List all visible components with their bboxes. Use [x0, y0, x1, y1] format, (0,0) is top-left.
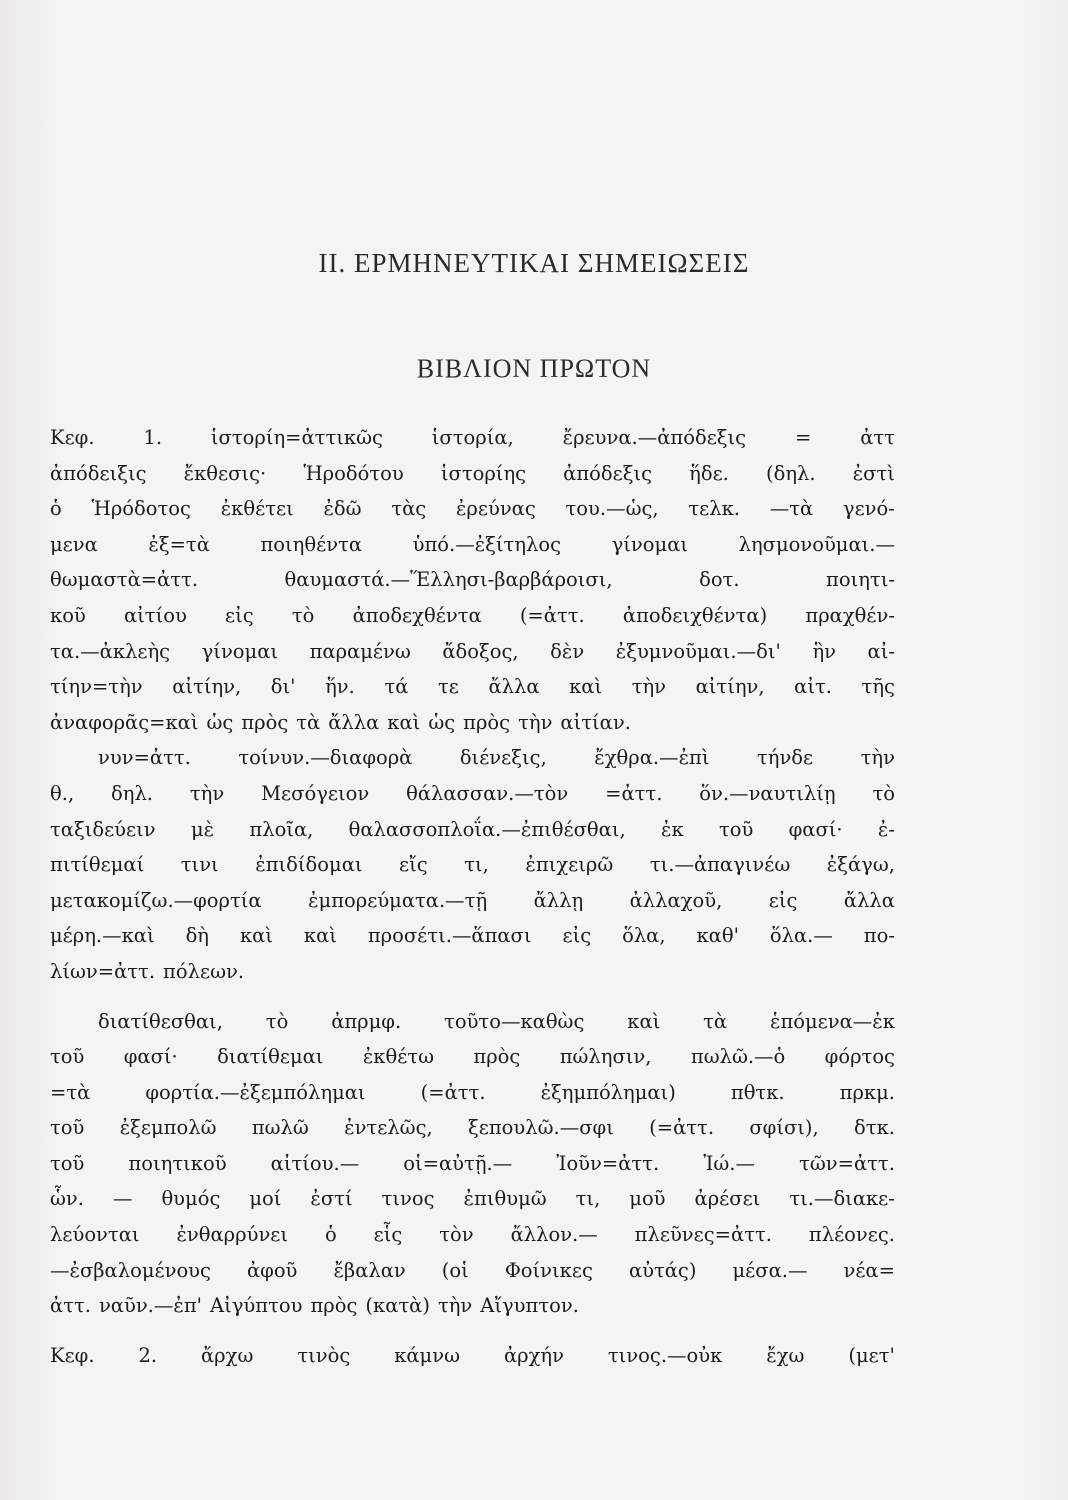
word: ὁ [50, 497, 62, 521]
word: τοῦ [718, 817, 754, 841]
word: εἷς [373, 1223, 403, 1247]
word: ἱστορίης [440, 461, 527, 485]
text-line [50, 1217, 895, 1253]
word: τι.—διακε- [789, 1187, 895, 1211]
text-line [50, 527, 895, 563]
word: καὶ [569, 675, 603, 699]
word: θαυμαστά.—Ἕλλησι-βαρβάροισι, [284, 568, 613, 592]
word: ἄλλῃ [533, 888, 584, 912]
word: πρὸς [241, 710, 289, 734]
word: νυν=ἀττ. [98, 746, 191, 770]
word: ὅν.—ναυτιλίῃ [699, 781, 836, 805]
word: τίην=τὴν [50, 675, 143, 699]
word: ναῦν.—ἐπ' [98, 1294, 203, 1318]
word: ἐξ=τὰ [148, 532, 210, 556]
word: ἐνθαρρύνει [176, 1223, 289, 1247]
text-line [50, 705, 895, 741]
word: θωμαστὰ=ἀττ. [50, 568, 199, 592]
word: τά [384, 675, 409, 699]
word: ἔχω [766, 1343, 805, 1367]
word: ἐξεμπολῶ [119, 1116, 217, 1140]
word: φασί· [788, 817, 843, 841]
word: διένεξις, [459, 746, 547, 770]
word: ὡς [206, 710, 234, 734]
word: τὸ [872, 781, 895, 805]
text-line [50, 847, 895, 883]
word: εἰς [768, 888, 798, 912]
word: τινος [381, 1187, 435, 1211]
word: φασί· [123, 1045, 178, 1069]
word: ἐντελῶς, [344, 1116, 433, 1140]
word: τὰς [391, 497, 427, 521]
word: ποιητι- [826, 568, 895, 592]
text-line [50, 634, 895, 670]
word: δὲν [550, 639, 585, 663]
word: (δηλ. [766, 461, 816, 485]
word: τι, [464, 853, 489, 877]
word: καὶ [239, 924, 273, 948]
word: μοί [249, 1187, 282, 1211]
paragraph-gap [50, 990, 895, 1004]
word: λεύονται [50, 1223, 140, 1247]
text-line [50, 918, 895, 954]
word: 2. [138, 1343, 158, 1367]
word: μέσα.— [732, 1258, 808, 1282]
word: ἄλλα [488, 675, 540, 699]
word: ποιητικοῦ [128, 1151, 227, 1175]
text-line [50, 1338, 895, 1374]
section-title: ΙΙ. ΕΡΜΗΝΕΥΤΙΚΑΙ ΣΗΜΕΙΩΣΕΙΣ [318, 248, 750, 278]
word: (=ἀττ. [649, 1116, 715, 1140]
word: δοτ. [699, 568, 740, 592]
word: ἀναφορᾶς=καὶ [50, 710, 199, 734]
word: τὰ [703, 1009, 728, 1033]
word: πρκμ. [839, 1080, 895, 1104]
word: γενό- [842, 497, 895, 521]
word: πθτκ. [730, 1080, 785, 1104]
word: ἀρέσει [694, 1187, 761, 1211]
text-line [50, 491, 895, 527]
text-line [50, 1004, 895, 1040]
text-line [50, 669, 895, 705]
word: πρὸς [463, 710, 511, 734]
word: γίνομαι [611, 532, 689, 556]
word: ἀττ. [50, 1294, 91, 1318]
word: ἀφοῦ [247, 1258, 298, 1282]
word: = [794, 426, 812, 449]
word: ἣν [812, 639, 836, 663]
word: Ἡρόδοτος [91, 497, 191, 521]
text-line [50, 1181, 895, 1217]
word: πλοῖα, [249, 817, 314, 841]
text-line [50, 1253, 895, 1289]
word: ἱστορία, [431, 426, 514, 449]
word: =τὰ [50, 1080, 91, 1104]
word: τε [437, 675, 459, 699]
word: δι' [270, 675, 296, 699]
word: αὐτάς) [628, 1258, 697, 1282]
word: ἐξυμνοῦμαι.—δι' [615, 639, 781, 663]
word: ἱστορίη=ἀττικῶς [210, 426, 383, 449]
word: Φοίνικες [504, 1258, 593, 1282]
word: του.—ὡς, [565, 497, 659, 521]
word: ὁ [324, 1223, 337, 1247]
word: οἱ=αὐτῇ.— [403, 1151, 513, 1175]
word: ἐμπορεύματα.—τῇ [308, 888, 488, 912]
word: τὸ [291, 603, 315, 627]
word: τα.—ἀκλεὴς [50, 639, 171, 663]
word: θαλασσοπλοΐα.—ἐπιθέσθαι, [348, 817, 626, 841]
word: τοῦ [50, 1045, 85, 1069]
paragraph-gap [50, 1324, 895, 1338]
word: ἀπρμφ. [331, 1009, 402, 1033]
word: ἐπιδίδομαι [255, 853, 363, 877]
word: πλεῦνες=ἀττ. [634, 1223, 772, 1247]
word: μέρη.—καὶ [50, 924, 155, 948]
word: ἐκθέτω [362, 1045, 435, 1069]
word: τελκ. [688, 497, 740, 521]
word: Μεσόγειον [261, 781, 370, 805]
word: Κεφ. [50, 426, 95, 449]
word: ἔρευνα.—ἀπόδεξις [562, 426, 747, 449]
word: εἰς [562, 924, 592, 948]
text-line [50, 598, 895, 634]
word: δηλ. [111, 781, 153, 805]
word: Ἰοῦν=ἀττ. [556, 1151, 660, 1175]
word: τινι [180, 853, 219, 877]
word: Αἰγύπτου [210, 1294, 303, 1318]
text-line [50, 1146, 895, 1182]
word: δτκ. [854, 1116, 895, 1140]
word: ἐκθέτει [220, 497, 294, 521]
word: ποιηθέντα [260, 532, 363, 556]
text-line [50, 1110, 895, 1146]
word: τὸν [439, 1223, 474, 1247]
word: λίων=ἀττ. [50, 959, 156, 983]
text-line [50, 1039, 895, 1075]
word: (οἱ [441, 1258, 469, 1282]
word: πο- [863, 924, 895, 948]
word: 1. [143, 426, 163, 449]
word: θάλασσαν.—τὸν [406, 781, 569, 805]
word: μοῦ [629, 1187, 666, 1211]
word: τι, [575, 1187, 601, 1211]
word: πιτίθεμαί [50, 853, 145, 877]
word: πραχθέν- [805, 603, 895, 627]
word: αἰτίου [123, 603, 187, 627]
word: ἔχθρα.—ἐπὶ [594, 746, 710, 770]
word: καθ' [696, 924, 739, 948]
word: αἰτίου.— [270, 1151, 360, 1175]
word: αἰτίαν. [560, 710, 631, 734]
word: Ἰώ.— [703, 1151, 756, 1175]
word: δὴ [185, 924, 209, 948]
text-line [50, 812, 895, 848]
word: διατίθεσθαι, [98, 1009, 223, 1033]
word: προσέτι.—ἅπασι [367, 924, 532, 948]
word: ἔκθεσις· [183, 461, 267, 485]
word: (=ἀττ. [519, 603, 585, 627]
word: (κατὰ) [365, 1294, 430, 1318]
word: κάμνω [394, 1343, 460, 1367]
word: ἀποδεχθέντα [352, 603, 482, 627]
word: καὶ [627, 1009, 661, 1033]
word: μὲ [190, 817, 215, 841]
word: —τὰ [769, 497, 814, 521]
word: πρὸς [310, 1294, 358, 1318]
word: Αἴγυπτον. [480, 1294, 579, 1318]
word: μετακομίζω.—φορτία [50, 888, 262, 912]
word: φόρτος [824, 1045, 895, 1069]
word: αἰτίην, [172, 675, 242, 699]
word: αἰτ. [794, 675, 832, 699]
word: ἄρχω [201, 1343, 254, 1367]
text-line [50, 883, 895, 919]
word: τὰ [296, 710, 321, 734]
word: Ἡροδότου [303, 461, 404, 485]
word: πόλεων. [163, 959, 245, 983]
word: τὴν [189, 781, 225, 805]
word: ἀποδειχθέντα) [622, 603, 768, 627]
word: ἐ- [877, 817, 895, 841]
word: ἐστὶ [852, 461, 895, 485]
word: τῆς [861, 675, 895, 699]
text-line [50, 740, 895, 776]
word: τῶν=ἀττ. [799, 1151, 895, 1175]
text-line [50, 562, 895, 598]
word: ἐξάγω, [826, 853, 895, 877]
word: νέα= [843, 1258, 895, 1282]
word: ἄλλα [843, 888, 895, 912]
word: πώλησιν, [559, 1045, 652, 1069]
word: ἄλλον.— [510, 1223, 598, 1247]
word: καὶ [387, 710, 421, 734]
word: ἐπιθυμῶ [463, 1187, 547, 1211]
word: τοῦ [50, 1116, 85, 1140]
word: ἔβαλαν [333, 1258, 406, 1282]
word: ταξιδεύειν [50, 817, 156, 841]
word: τινος.—οὐκ [607, 1343, 723, 1367]
text-line [50, 456, 895, 492]
word: ἐρεύνας [455, 497, 536, 521]
word: τὴν [860, 746, 895, 770]
word: ἀττ [860, 426, 895, 449]
word: τὴν [437, 1294, 473, 1318]
word: πρὸς [473, 1045, 521, 1069]
word: καὶ [303, 924, 337, 948]
word: ἐστί [310, 1187, 353, 1211]
word: ἀλλαχοῦ, [629, 888, 723, 912]
text-line [50, 420, 895, 456]
word: ἄλλα [328, 710, 380, 734]
word: παραμένω [309, 639, 411, 663]
commentary-text [50, 420, 895, 1373]
word: ὡς [428, 710, 456, 734]
word: Κεφ. [50, 1343, 95, 1367]
word: ἥν. [325, 675, 355, 699]
word: λησμονοῦμαι.— [738, 532, 895, 556]
word: ὅλα, [622, 924, 666, 948]
word: (=ἀττ. [420, 1080, 486, 1104]
word: σφίσι), [749, 1116, 819, 1140]
word: ἄδοξος, [442, 639, 519, 663]
word: εἰς [225, 603, 254, 627]
word: ἀπόδειξις [50, 461, 147, 485]
word: ἀπόδεξις [563, 461, 653, 485]
word: πωλῶ [251, 1116, 309, 1140]
book-title: ΒΙΒΛΙΟΝ ΠΡΩΤΟΝ [416, 354, 652, 383]
word: ἐξημπόλημαι) [540, 1080, 676, 1104]
word: ἐδῶ [323, 497, 362, 521]
word: διατίθεμαι [217, 1045, 324, 1069]
word: — [112, 1187, 133, 1211]
word: ἐπιχειρῶ [525, 853, 614, 877]
text-line [50, 1288, 895, 1324]
word: θ., [50, 781, 75, 805]
word: τι.—ἀπαγινέω [649, 853, 791, 877]
word: τὸ [265, 1009, 289, 1033]
text-line [50, 776, 895, 812]
text-line [50, 1075, 895, 1111]
word: τοίνυν.—διαφορὰ [238, 746, 413, 770]
text-line [50, 954, 895, 990]
word: (μετ' [848, 1343, 895, 1367]
word: τινὸς [297, 1343, 351, 1367]
word: ἐκ [660, 817, 684, 841]
word: φορτία.—ἐξεμπόλημαι [145, 1080, 366, 1104]
word: μενα [50, 532, 98, 556]
word: εἴς [399, 853, 428, 877]
word: τήνδε [756, 746, 814, 770]
word: —ἐσβαλομένους [50, 1258, 211, 1282]
word: πωλῶ.—ὁ [690, 1045, 786, 1069]
word: τὴν [631, 675, 667, 699]
word: ὅλα.— [769, 924, 833, 948]
word: θυμός [161, 1187, 221, 1211]
word: κοῦ [50, 603, 86, 627]
word: ἥδε. [689, 461, 729, 485]
word: πλέονες. [808, 1223, 895, 1247]
word: γίνομαι [201, 639, 279, 663]
word: ὧν. [50, 1187, 84, 1211]
word: τοῦ [50, 1151, 85, 1175]
word: =ἀττ. [605, 781, 663, 805]
word: ἀρχήν [503, 1343, 564, 1367]
word: ξεπουλῶ.—σφι [468, 1116, 614, 1140]
word: τοῦτο—καθὼς [444, 1009, 585, 1033]
word: τὴν [518, 710, 553, 734]
word: ὑπό.—ἐξίτηλος [412, 532, 562, 556]
word: αἰτίην, [695, 675, 765, 699]
word: ἑπόμενα—ἐκ [769, 1009, 895, 1033]
word: αἰ- [867, 639, 895, 663]
